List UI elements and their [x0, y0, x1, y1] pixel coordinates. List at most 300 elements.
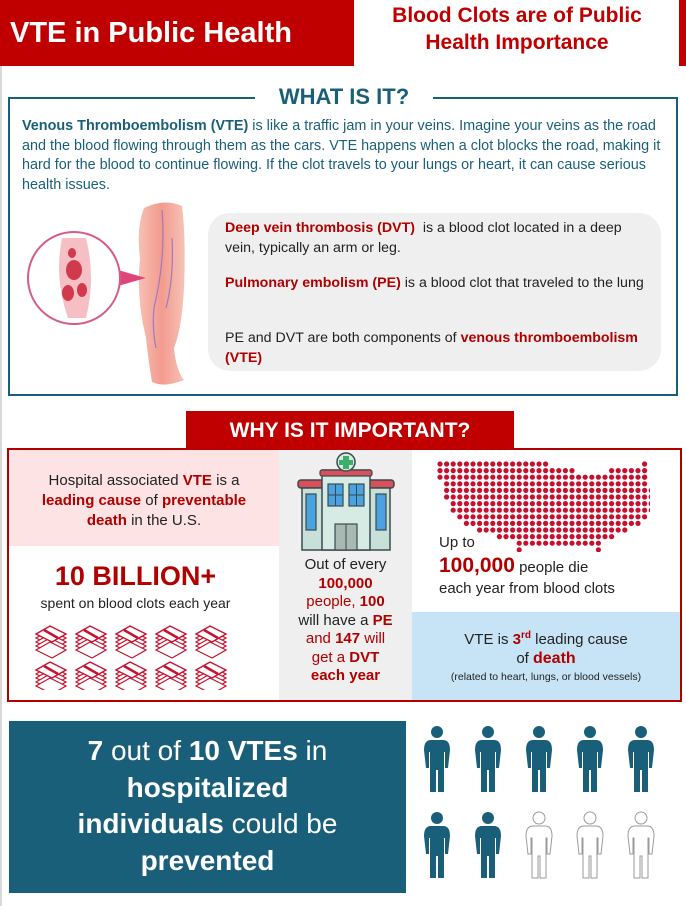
map-dot — [490, 501, 495, 506]
map-dot — [629, 521, 634, 526]
map-dot — [550, 468, 555, 473]
map-dot — [451, 461, 456, 466]
vte-term: Venous Thromboembolism (VTE) — [22, 118, 249, 134]
map-dot — [510, 508, 515, 513]
text: of — [141, 492, 162, 509]
map-dot — [530, 494, 535, 499]
map-dot — [556, 468, 561, 473]
map-dot — [602, 494, 607, 499]
map-dot — [556, 481, 561, 486]
money-stack-icon — [36, 626, 66, 658]
map-dot — [536, 541, 541, 546]
map-dot — [530, 541, 535, 546]
components-text: PE and DVT are both components of — [225, 330, 461, 346]
map-dot — [622, 468, 627, 473]
pe-term: Pulmonary embolism (PE) — [225, 275, 401, 291]
map-dot — [576, 508, 581, 513]
dvt-definition — [225, 219, 655, 258]
subtitle-line-1: Blood Clots are of Public — [392, 4, 642, 27]
map-dot — [477, 468, 482, 473]
map-dot — [622, 527, 627, 532]
map-dot — [589, 527, 594, 532]
map-dot — [629, 468, 634, 473]
map-dot — [543, 501, 548, 506]
map-dot — [451, 481, 456, 486]
map-dot — [503, 468, 508, 473]
map-dot — [550, 527, 555, 532]
text-hospitalized: hospitalized — [126, 771, 289, 803]
map-dot — [484, 508, 489, 513]
map-dot — [583, 488, 588, 493]
prevention-panel — [9, 721, 406, 893]
map-dot — [583, 501, 588, 506]
map-dot — [536, 494, 541, 499]
map-dot — [563, 481, 568, 486]
map-dot — [523, 475, 528, 480]
text-preventable: preventable — [161, 492, 247, 509]
map-dot — [536, 501, 541, 506]
map-dot — [497, 501, 502, 506]
map-dot — [497, 521, 502, 526]
map-dot — [497, 461, 502, 466]
map-dot — [543, 468, 548, 473]
text: VTE is — [464, 631, 513, 648]
map-dot — [517, 514, 522, 519]
map-dot — [616, 481, 621, 486]
map-dot — [451, 488, 456, 493]
map-dot — [616, 501, 621, 506]
map-dot — [635, 494, 640, 499]
map-dot — [464, 514, 469, 519]
map-dot — [457, 494, 462, 499]
page-title: VTE in Public Health — [10, 16, 292, 49]
map-dot — [563, 508, 568, 513]
map-dot — [497, 488, 502, 493]
map-dot — [616, 527, 621, 532]
map-dot — [523, 514, 528, 519]
map-dot — [497, 534, 502, 539]
map-dot — [609, 521, 614, 526]
map-dot — [622, 481, 627, 486]
map-dot — [622, 488, 627, 493]
map-dot — [589, 534, 594, 539]
map-dot — [464, 488, 469, 493]
map-dot — [530, 481, 535, 486]
map-dot — [583, 494, 588, 499]
map-dot — [616, 468, 621, 473]
text-100000: 100,000 — [318, 574, 373, 592]
map-dot — [451, 494, 456, 499]
map-dot — [556, 475, 561, 480]
map-dot — [602, 475, 607, 480]
what-is-it-heading: WHAT IS IT? — [255, 82, 433, 112]
map-dot — [484, 494, 489, 499]
map-dot — [523, 461, 528, 466]
map-dot — [517, 541, 522, 546]
map-dot — [464, 475, 469, 480]
map-dot — [517, 494, 522, 499]
map-dot — [569, 534, 574, 539]
map-dot — [490, 488, 495, 493]
map-dot — [589, 541, 594, 546]
map-dot — [589, 494, 594, 499]
map-dot — [596, 475, 601, 480]
map-dot — [510, 527, 515, 532]
map-dot — [635, 488, 640, 493]
hospital-icon — [292, 452, 400, 552]
map-dot — [556, 508, 561, 513]
map-dot — [589, 501, 594, 506]
map-dot — [470, 514, 475, 519]
components-definition — [225, 329, 655, 368]
text-death: death — [86, 512, 127, 529]
money-stack-icon — [156, 626, 186, 658]
map-dot — [629, 475, 634, 480]
map-dot — [596, 541, 601, 546]
map-dot — [464, 494, 469, 499]
map-dot — [576, 521, 581, 526]
map-dot — [523, 508, 528, 513]
map-dot — [510, 461, 515, 466]
map-dot — [609, 514, 614, 519]
why-important-heading: WHY IS IT IMPORTANT? — [186, 411, 514, 450]
map-dot — [517, 547, 522, 552]
text-leading-cause: leading cause — [41, 492, 142, 509]
map-dot — [583, 521, 588, 526]
map-dot — [510, 501, 515, 506]
map-dot — [609, 534, 614, 539]
text-10-vtes: 10 VTEs — [188, 735, 298, 766]
map-dot — [490, 514, 495, 519]
map-dot — [470, 468, 475, 473]
money-stacks-icon — [30, 618, 235, 690]
rank-number: 3 — [512, 631, 521, 648]
map-dot — [457, 475, 462, 480]
map-dot — [569, 481, 574, 486]
map-dot — [622, 508, 627, 513]
map-dot — [457, 488, 462, 493]
text: people, — [306, 593, 360, 610]
map-dot — [477, 521, 482, 526]
map-dot — [503, 514, 508, 519]
map-dot — [530, 527, 535, 532]
map-dot — [536, 521, 541, 526]
map-dot — [477, 508, 482, 513]
map-dot — [569, 501, 574, 506]
map-dot — [602, 514, 607, 519]
map-dot — [444, 488, 449, 493]
map-dot — [470, 461, 475, 466]
map-dot — [635, 468, 640, 473]
map-dot — [543, 461, 548, 466]
map-dot — [457, 501, 462, 506]
map-dot — [464, 501, 469, 506]
map-dot — [470, 475, 475, 480]
map-dot — [602, 534, 607, 539]
map-dot — [536, 475, 541, 480]
map-dot — [635, 514, 640, 519]
map-dot — [490, 494, 495, 499]
map-dot — [550, 494, 555, 499]
clot-blob — [62, 285, 74, 301]
up-to-label: Up to — [439, 534, 475, 551]
map-dot — [470, 501, 475, 506]
map-dot — [635, 481, 640, 486]
pe-text: is a blood clot that traveled to the lung — [400, 275, 644, 291]
map-dot — [444, 481, 449, 486]
map-dot — [490, 468, 495, 473]
map-dot — [503, 534, 508, 539]
map-dot — [536, 527, 541, 532]
text: Hospital associated — [48, 472, 183, 489]
map-dot — [576, 541, 581, 546]
map-dot — [596, 508, 601, 513]
money-stack-icon — [196, 626, 226, 658]
rank-note: (related to heart, lungs, or blood vessels) — [450, 671, 642, 683]
map-dot — [556, 501, 561, 506]
map-dot — [470, 494, 475, 499]
map-dot — [583, 514, 588, 519]
map-dot — [602, 521, 607, 526]
map-dot — [444, 461, 449, 466]
map-dot — [589, 481, 594, 486]
header-title-banner — [0, 0, 354, 66]
map-dot — [497, 475, 502, 480]
map-dot — [444, 468, 449, 473]
map-dot — [503, 461, 508, 466]
map-dot — [589, 475, 594, 480]
map-dot — [616, 488, 621, 493]
map-dot — [635, 501, 640, 506]
money-stack-icon — [156, 662, 186, 690]
map-dot — [596, 494, 601, 499]
rank-suffix: rd — [520, 630, 531, 641]
map-dot — [477, 488, 482, 493]
map-dot — [596, 527, 601, 532]
map-dot — [530, 508, 535, 513]
map-dot — [642, 461, 647, 466]
map-dot — [470, 481, 475, 486]
map-dot — [609, 501, 614, 506]
map-dot — [536, 514, 541, 519]
map-dot — [576, 501, 581, 506]
text: in the U.S. — [126, 512, 202, 529]
map-dot — [556, 494, 561, 499]
incidence-text — [279, 556, 412, 686]
map-dot — [517, 488, 522, 493]
money-stack-icon — [76, 662, 106, 690]
map-dot — [457, 461, 462, 466]
map-dot — [464, 461, 469, 466]
map-dot — [484, 527, 489, 532]
map-dot — [510, 475, 515, 480]
map-dot — [497, 508, 502, 513]
map-dot — [497, 494, 502, 499]
text-pe: PE — [372, 611, 393, 629]
cost-amount: 10 BILLION+ — [54, 561, 217, 591]
text-100: 100 — [359, 593, 385, 610]
map-dot — [457, 468, 462, 473]
map-dot — [530, 514, 535, 519]
map-dot — [642, 494, 647, 499]
map-dot — [523, 521, 528, 526]
map-dot — [616, 508, 621, 513]
text-prevented: prevented — [140, 844, 275, 876]
text: each year from blood clots — [439, 580, 615, 597]
map-dot — [609, 527, 614, 532]
map-dot — [530, 461, 535, 466]
map-dot — [556, 514, 561, 519]
map-dot — [583, 481, 588, 486]
map-dot — [576, 514, 581, 519]
map-dot — [550, 521, 555, 526]
map-dot — [536, 508, 541, 513]
map-dot — [616, 475, 621, 480]
map-dot — [510, 514, 515, 519]
map-dot — [649, 494, 650, 499]
map-dot — [510, 521, 515, 526]
map-dot — [642, 488, 647, 493]
map-dot — [609, 508, 614, 513]
map-dot — [437, 468, 442, 473]
text-7: 7 — [87, 735, 104, 766]
map-dot — [484, 488, 489, 493]
map-dot — [477, 475, 482, 480]
map-dot — [569, 508, 574, 513]
leading-cause-text — [14, 471, 274, 531]
map-dot — [517, 527, 522, 532]
map-dot — [569, 468, 574, 473]
text: and — [305, 630, 336, 647]
map-dot — [503, 481, 508, 486]
person-outline-icon — [577, 812, 603, 878]
text-death: death — [533, 650, 576, 667]
map-dot — [510, 468, 515, 473]
map-dot — [616, 494, 621, 499]
person-filled-icon — [628, 726, 654, 792]
map-dot — [602, 527, 607, 532]
map-dot — [596, 501, 601, 506]
map-dot — [583, 527, 588, 532]
map-dot — [563, 501, 568, 506]
map-dot — [510, 534, 515, 539]
map-dot — [543, 514, 548, 519]
map-dot — [503, 501, 508, 506]
map-dot — [543, 488, 548, 493]
text-individuals: individuals — [77, 808, 224, 839]
map-dot — [490, 481, 495, 486]
map-dot — [556, 521, 561, 526]
map-dot — [517, 475, 522, 480]
map-dot — [550, 534, 555, 539]
person-filled-icon — [577, 726, 603, 792]
map-dot — [556, 534, 561, 539]
map-dot — [543, 527, 548, 532]
map-dot — [530, 534, 535, 539]
map-dot — [576, 527, 581, 532]
header-subtitle — [358, 2, 676, 62]
map-dot — [490, 475, 495, 480]
vte-explanation-text: is like a traffic jam in your veins. Imagine your veins as the road and the blood flowing through them as the cars. VTE happens when a clot blocks the road, making it hard for the blood to continue flowing. If the clot travels to your lungs or heart, it can cause serious health issues. — [22, 118, 661, 193]
map-dot — [477, 461, 482, 466]
map-dot — [536, 488, 541, 493]
map-dot — [556, 527, 561, 532]
map-dot — [602, 488, 607, 493]
person-outline-icon — [526, 812, 552, 878]
map-dot — [629, 501, 634, 506]
person-outline-icon — [628, 812, 654, 878]
map-dot — [569, 475, 574, 480]
map-dot — [517, 501, 522, 506]
map-dot — [550, 475, 555, 480]
map-dot — [576, 475, 581, 480]
map-dot — [563, 541, 568, 546]
map-dot — [569, 541, 574, 546]
clot-blob — [68, 248, 76, 258]
map-dot — [451, 468, 456, 473]
map-dot — [642, 501, 647, 506]
map-dot — [609, 468, 614, 473]
money-stack-icon — [116, 662, 146, 690]
map-dot — [464, 508, 469, 513]
map-dot — [550, 488, 555, 493]
map-dot — [563, 534, 568, 539]
text: Out of every — [304, 556, 387, 573]
text: could be — [223, 808, 338, 839]
map-dot — [444, 494, 449, 499]
map-dot — [583, 534, 588, 539]
person-filled-icon — [475, 726, 501, 792]
rank-text — [412, 630, 680, 684]
map-dot — [497, 527, 502, 532]
map-dot — [583, 541, 588, 546]
map-dot — [576, 481, 581, 486]
map-dot — [642, 508, 647, 513]
map-dot — [464, 468, 469, 473]
text-147: 147 — [335, 630, 361, 647]
map-dot — [490, 521, 495, 526]
map-dot — [523, 527, 528, 532]
map-dot — [550, 508, 555, 513]
leg-with-clot-illustration — [24, 198, 214, 388]
map-dot — [649, 488, 650, 493]
dvt-term: Deep vein thrombosis (DVT) — [225, 220, 415, 236]
map-dot — [523, 481, 528, 486]
map-dot — [517, 508, 522, 513]
map-dot — [517, 461, 522, 466]
map-dot — [477, 514, 482, 519]
person-filled-icon — [475, 812, 501, 878]
map-dot — [510, 494, 515, 499]
map-dot — [550, 501, 555, 506]
map-dot — [536, 461, 541, 466]
map-dot — [543, 541, 548, 546]
map-dot — [503, 488, 508, 493]
text: of — [516, 650, 533, 667]
map-dot — [629, 488, 634, 493]
map-dot — [609, 481, 614, 486]
map-dot — [589, 488, 594, 493]
map-dot — [596, 547, 601, 552]
text: out of — [103, 735, 189, 766]
map-dot — [523, 501, 528, 506]
map-dot — [583, 508, 588, 513]
map-dot — [470, 508, 475, 513]
map-dot — [550, 541, 555, 546]
map-dot — [550, 481, 555, 486]
text: leading cause — [530, 631, 628, 648]
cost-caption: spent on blood clots each year — [40, 595, 231, 611]
